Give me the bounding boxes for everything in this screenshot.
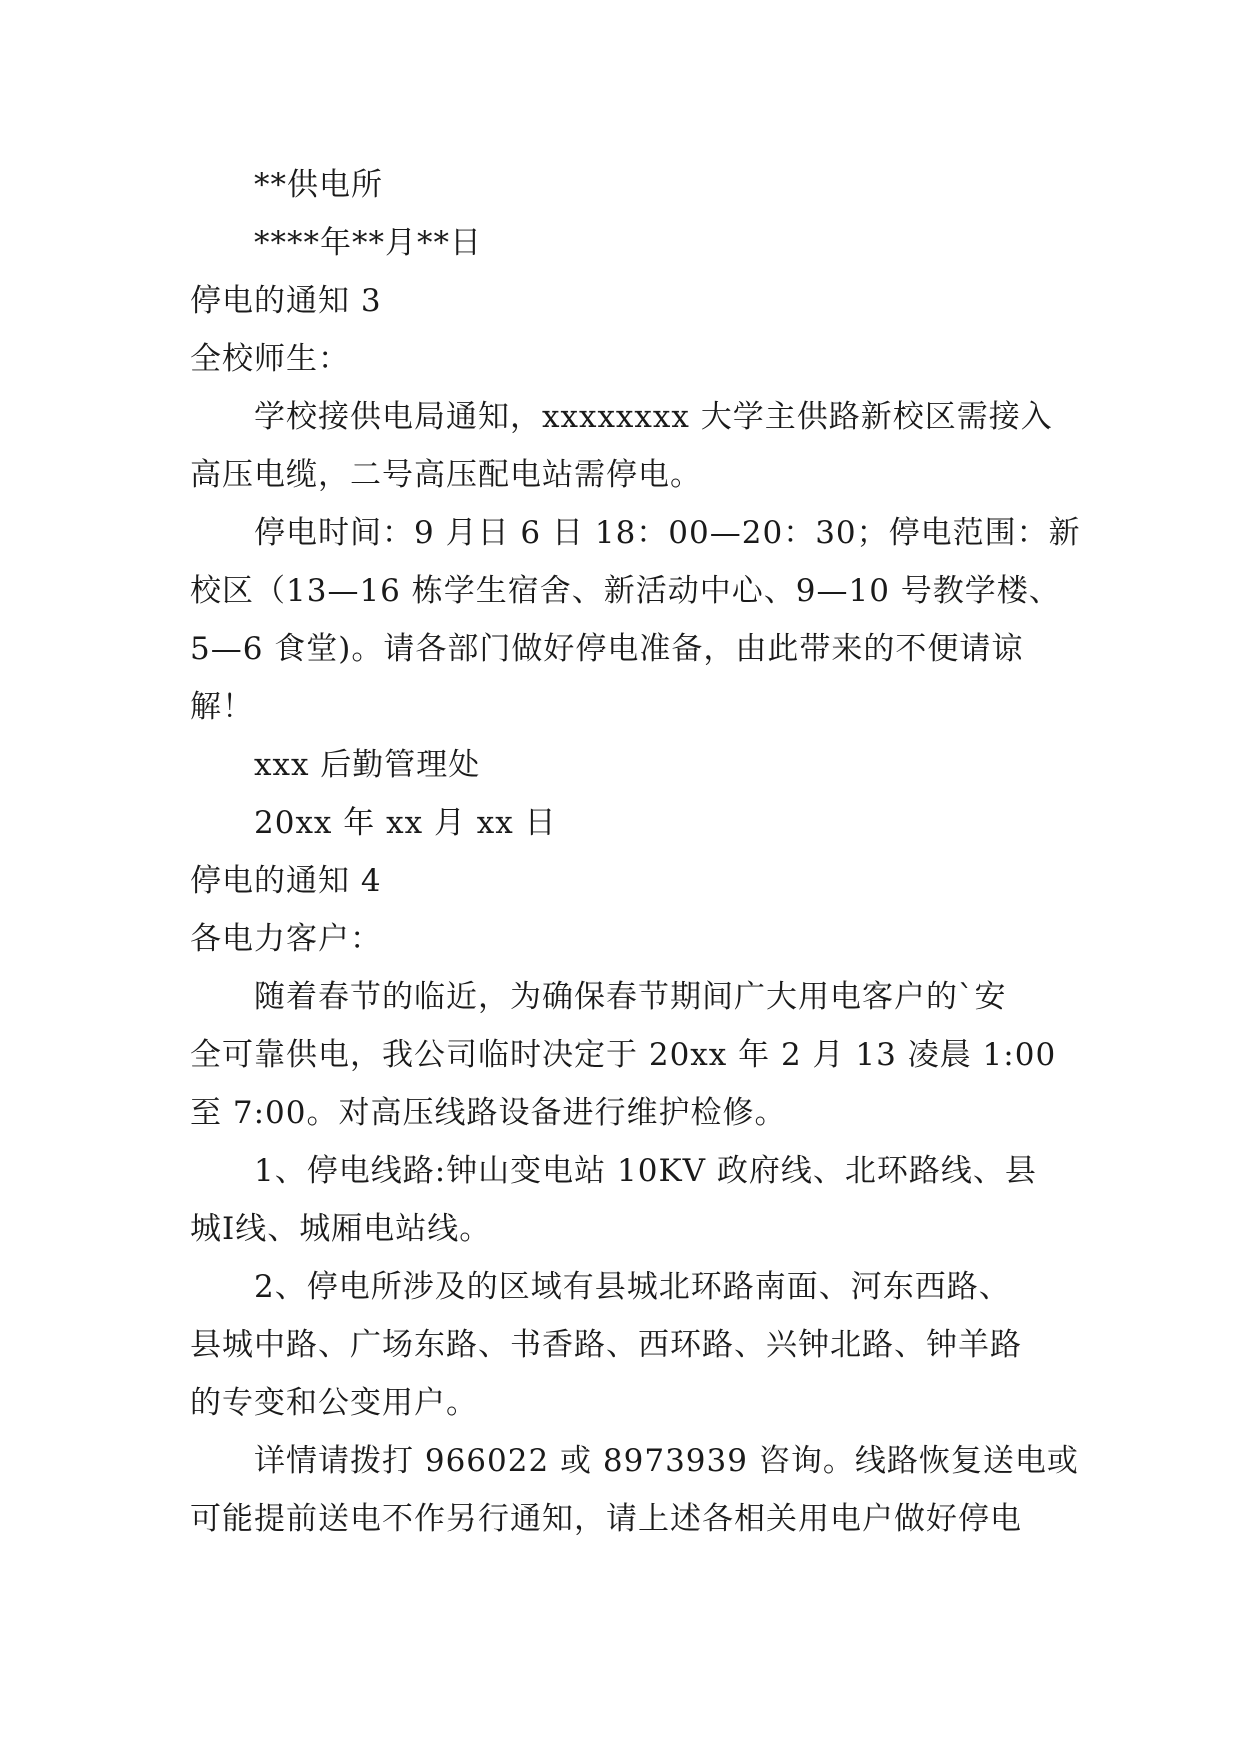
paragraph-line: 解！ bbox=[190, 689, 254, 725]
paragraph-line: 5—6 食堂)。请各部门做好停电准备，由此带来的不便请谅 bbox=[190, 631, 1024, 667]
paragraph-line: 校区（13—16 栋学生宿舍、新活动中心、9—10 号教学楼、 bbox=[190, 573, 1061, 609]
signature-date: 20xx 年 xx 月 xx 日 bbox=[254, 805, 557, 841]
paragraph-line: 2、停电所涉及的区域有县城北环路南面、河东西路、 bbox=[254, 1269, 1011, 1305]
paragraph-line: 可能提前送电不作另行通知，请上述各相关用电户做好停电 bbox=[190, 1501, 1022, 1537]
paragraph-line: 高压电缆，二号高压配电站需停电。 bbox=[190, 457, 702, 493]
paragraph-line: 的专变和公变用户。 bbox=[190, 1385, 478, 1421]
paragraph-line: 随着春节的临近，为确保春节期间广大用电客户的`安 bbox=[254, 979, 1007, 1015]
paragraph-line: 全可靠供电，我公司临时决定于 20xx 年 2 月 13 凌晨 1:00 bbox=[190, 1037, 1057, 1073]
paragraph-line: 详情请拨打 966022 或 8973939 咨询。线路恢复送电或 bbox=[254, 1443, 1079, 1479]
signature-date: ****年**月**日 bbox=[254, 225, 482, 261]
paragraph-line: 至 7:00。对高压线路设备进行维护检修。 bbox=[190, 1095, 787, 1131]
notice-title-4: 停电的通知 4 bbox=[190, 863, 382, 899]
signature-office: xxx 后勤管理处 bbox=[254, 747, 481, 783]
paragraph-line: 1、停电线路:钟山变电站 10KV 政府线、北环路线、县 bbox=[254, 1153, 1037, 1189]
paragraph-line: 学校接供电局通知，xxxxxxxx 大学主供路新校区需接入 bbox=[254, 399, 1053, 435]
notice-title-3: 停电的通知 3 bbox=[190, 283, 382, 319]
salutation: 各电力客户： bbox=[190, 921, 382, 957]
paragraph-line: 城Ⅰ线、城厢电站线。 bbox=[190, 1211, 492, 1247]
signature-supplier: **供电所 bbox=[254, 167, 383, 203]
salutation: 全校师生： bbox=[190, 341, 350, 377]
paragraph-line: 县城中路、广场东路、书香路、西环路、兴钟北路、钟羊路 bbox=[190, 1327, 1022, 1363]
paragraph-line: 停电时间：9 月日 6 日 18：00—20：30；停电范围：新 bbox=[254, 515, 1081, 551]
